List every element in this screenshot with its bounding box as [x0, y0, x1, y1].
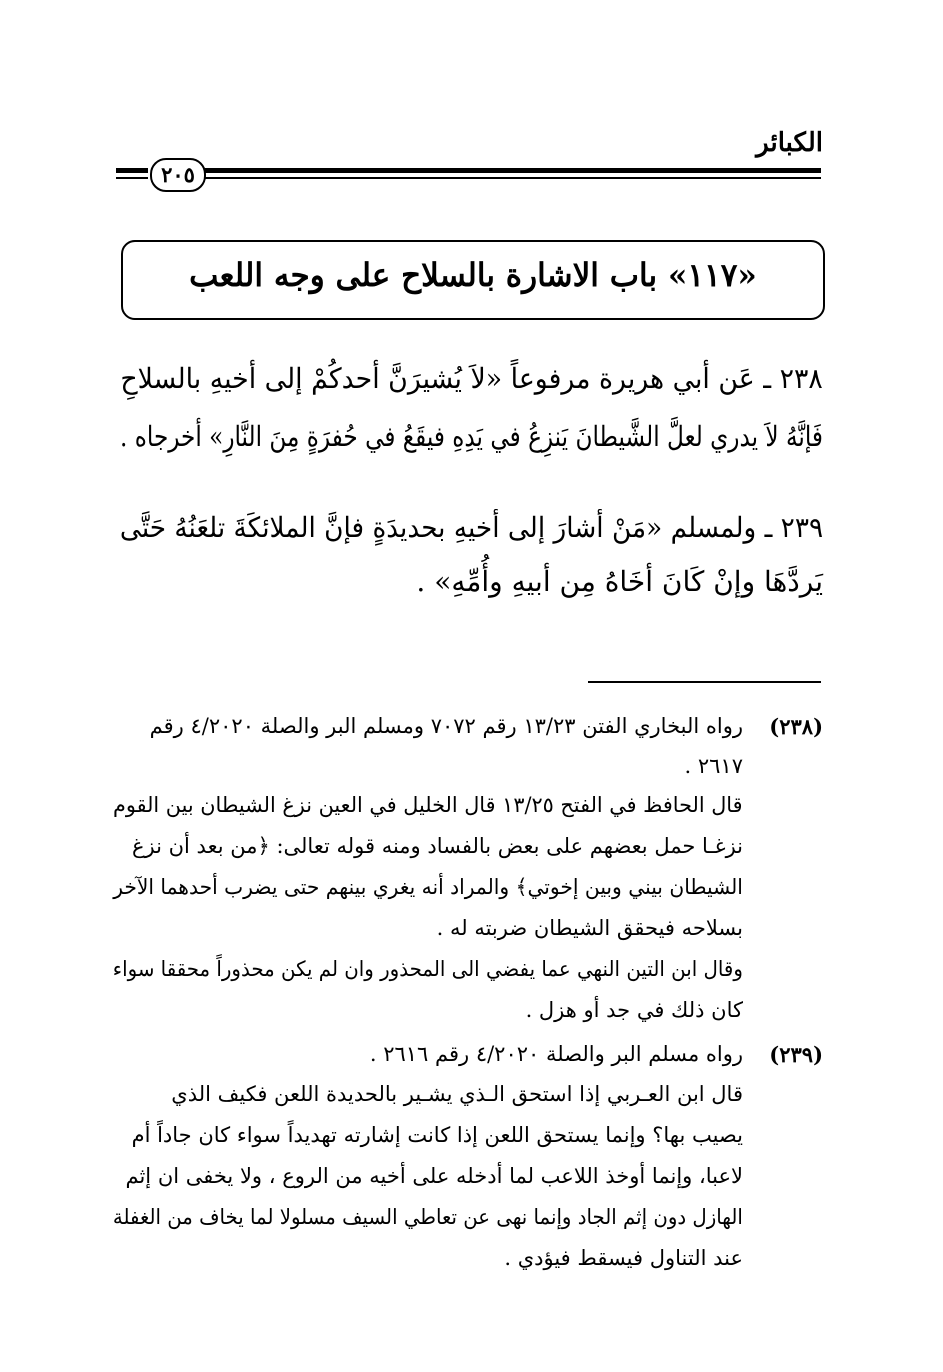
header-rule-left-thin	[116, 177, 148, 179]
footnote-238-commentary-line: كان ذلك في جد أو هزل .	[525, 998, 743, 1022]
running-header-title: الكبائر	[756, 128, 823, 158]
hadith-239-line-2: يَردَّهَا وإنْ كَانَ أخَاهُ مِن أبيهِ وأُمِّهِ» .	[416, 565, 823, 598]
footnote-239-number: (٢٣٩)	[769, 1042, 823, 1067]
header-rule-thick	[205, 168, 821, 173]
footnote-238-commentary-line: الشيطان بيني وبين إخوتي﴾ والمراد أنه يغري بينهم حتى يضرب أحدهما الآخر	[113, 875, 743, 899]
hadith-238-line-2: فَإنَّهُ لاَ يدري لعلَّ الشَّيطانَ يَنزِعُ في يَدِهِ فيقَعُ في حُفرَةٍ مِنَ النَّارِ» أخرجاه .	[120, 420, 823, 453]
footnote-238-commentary-line: قال الحافظ في الفتح ١٣/٢٥ قال الخليل في العين نزغ الشيطان بين القوم	[113, 793, 743, 817]
chapter-heading-box	[121, 240, 825, 320]
footnote-238-line-2: ٢٦١٧ .	[684, 754, 743, 778]
footnote-238-commentary-line: وقال ابن التين النهي عما يفضي الى المحذور وان لم يكن محذوراً محققا سواء	[112, 957, 743, 981]
footnote-239-commentary-line: قال ابن العـربي إذا استحق الـذي يشـير بالحديدة اللعن فكيف الذي	[171, 1082, 743, 1106]
header-rule-thin	[205, 177, 821, 179]
chapter-title: «١١٧» باب الاشارة بالسلاح على وجه اللعب	[189, 256, 757, 294]
footnote-239-line-1: رواه مسلم البر والصلة ٤/٢٠٢٠ رقم ٢٦١٦ .	[369, 1042, 743, 1066]
footnote-239-commentary-line: لاعبا، وإنما أوخذ اللاعب لما أدخله على أخيه من الروع ، ولا يخفى ان إثم	[125, 1164, 743, 1188]
footnote-separator	[588, 681, 821, 683]
hadith-239-line-1: ٢٣٩ ـ ولمسلم «مَنْ أشارَ إلى أخيهِ بحديدَةٍ فإنَّ الملائكَةَ تلعَنُهُ حَتَّى	[119, 511, 823, 544]
footnote-239-commentary-line: يصيب بها؟ وإنما يستحق اللعن إذا كانت إشارته تهديداً سواء كان جاداً أم	[131, 1123, 743, 1147]
footnote-238-number: (٢٣٨)	[769, 714, 823, 739]
hadith-238-line-1: ٢٣٨ ـ عَن أبي هريرة مرفوعاً «لاَ يُشيرَنَّ أحدكُمْ إلى أخيهِ بالسلاحِ	[120, 362, 823, 395]
footnote-238-commentary-line: بسلاحه فيحقق الشيطان ضربته له .	[436, 916, 743, 940]
header-rule-left-thick	[116, 168, 148, 173]
footnote-238-commentary-line: نزغـا حمل بعضهم على بعض بالفساد ومنه قوله تعالى: ﴿من بعد أن نزغ	[131, 834, 743, 858]
footnote-239-commentary-line: عند التناول فيسقط فيؤدي .	[504, 1246, 743, 1270]
page-number: ٢٠٥	[150, 158, 206, 192]
footnote-239-commentary-line: الهازل دون إثم الجاد وإنما نهى عن تعاطي السيف مسلولا لما يخاف من الغفلة	[113, 1205, 743, 1229]
footnote-238-line-1: رواه البخاري الفتن ١٣/٢٣ رقم ٧٠٧٢ ومسلم البر والصلة ٤/٢٠٢٠ رقم	[149, 714, 743, 738]
